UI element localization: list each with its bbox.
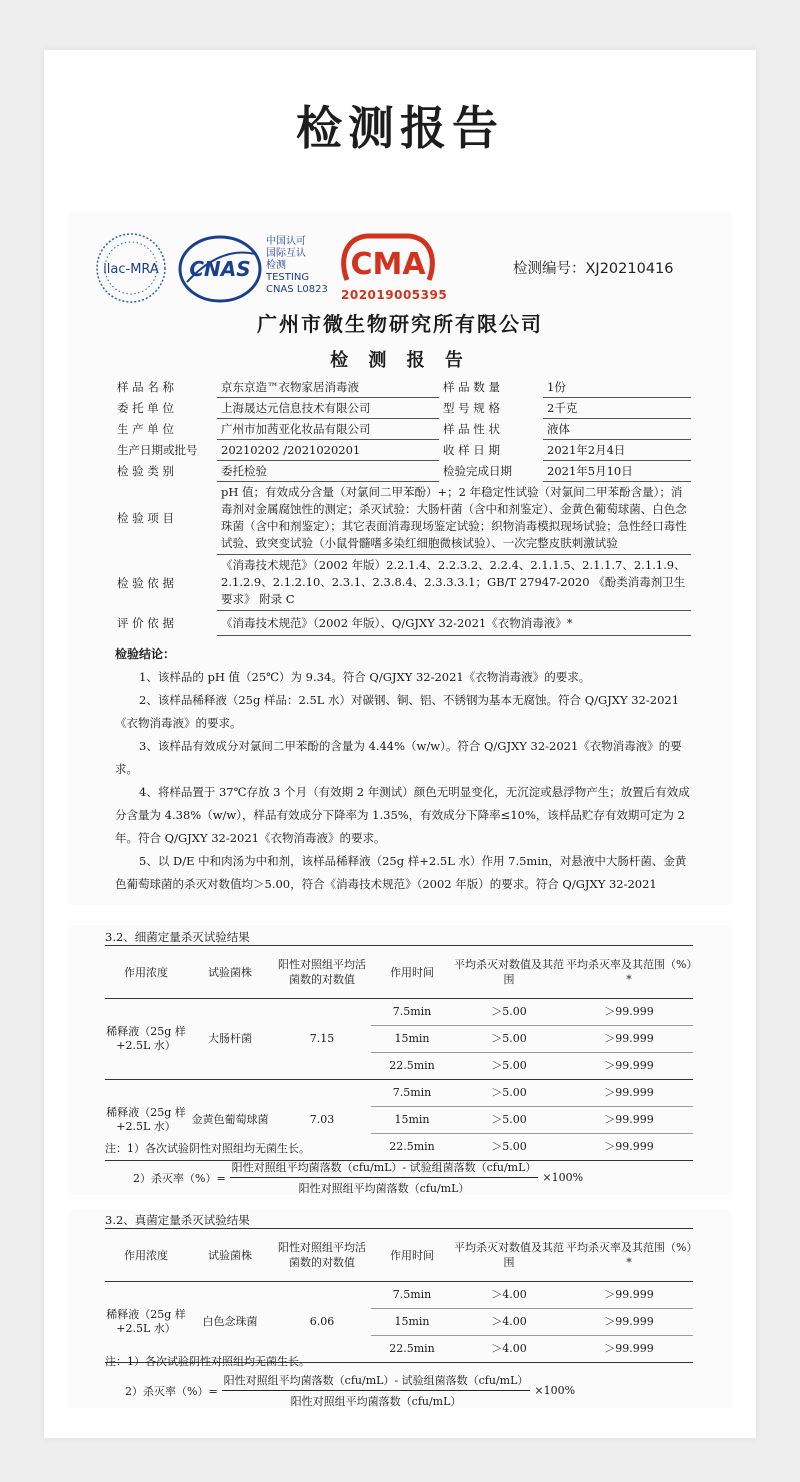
report-scan-fungi [69,1210,731,1408]
conclusion-item: 4、将样品置于 37℃存放 3 个月（有效期 2 年测试）颜色无明显变化，无沉淀或悬浮物产生；放置后有效成分含量为 4.38%（w/w），样品有效成分下降率为 1.35%，有效成分下降率≤10%，该样品贮存有效期可定为 2 年。符合 Q/GJXY 32-2021《衣物消毒液》的要求。 [115,785,690,845]
formula-prefix: 2）杀灭率（%）= [125,1384,218,1398]
ilac-text: ilac-MRA [103,262,159,277]
conclusion-heading: 检验结论： [115,647,176,661]
col-header: 试验菌株 [187,1229,273,1282]
label: 样 品 名 称 [117,380,174,395]
label: 检 验 类 别 [117,464,174,478]
received-date: 2021年2月4日 [543,440,691,461]
kill-log: ＞5.00 [453,1107,565,1134]
log-value: 7.15 [273,999,371,1080]
test-basis: 《消毒技术规范》（2002 年版）2.2.1.4、2.2.3.2、2.2.4、2.1.1.5、2.1.1.7、2.1.1.9、2.1.2.9、2.1.2.10、2.3.1、2.3.8.4、2.3.3.3.1；GB/T 27947-2020 《酚类消毒剂卫生要求》 附录 C [217,555,691,611]
report-scan-main [69,212,731,905]
table-note: 注：1）各次试验阴性对照组均无菌生长。 [105,1142,310,1155]
test-items: pH 值；有效成分含量（对氯间二甲苯酚）+；2 年稳定性试验（对氯间二甲苯酚含量）；消毒剂对金属腐蚀性的测定；杀灭试验：大肠杆菌（含中和剂鉴定）、金黄色葡萄球菌、白色念珠菌（含中和剂鉴定）；其它表面消毒现场鉴定试验；织物消毒模拟现场试验；急性经口毒性试验、致突变试验（小鼠骨髓嗜多染红细胞微核试验）、一次完整皮肤刺激试验 [217,482,691,555]
col-header: 作用时间 [371,946,453,999]
kill-rate: ＞99.999 [565,1053,693,1080]
log-value: 6.06 [273,1282,371,1363]
conclusion-item: 3、该样品有效成分对氯间二甲苯酚的含量为 4.44%（w/w）。符合 Q/GJXY 32-2021《衣物消毒液》的要求。 [115,739,682,776]
label: 型 号 规 格 [443,401,500,415]
sample-info-table [113,377,691,636]
kill-log: ＞5.00 [453,999,565,1026]
time: 22.5min [371,1053,453,1080]
label: 生产日期或批号 [117,443,198,457]
time: 15min [371,1026,453,1053]
conclusion-item: 5、以 D/E 中和肉汤为中和剂，该样品稀释液（25g 样+2.5L 水）作用 7.5min，对悬液中大肠杆菌、金黄色葡萄球菌的杀灭对数值均＞5.00，符合《消毒技术规范》（2002 年版）的要求。符合 Q/GJXY 32-2021 [115,854,687,891]
col-header: 平均杀灭率及其范围（%）* [565,1229,693,1282]
cma-text: CMA [350,247,426,282]
spec: 2千克 [543,398,691,419]
report-number: 检测编号：XJ20210416 [513,261,674,277]
concentration: 稀释液（25g 样+2.5L 水） [105,1282,187,1363]
concentration: 稀释液（25g 样+2.5L 水） [105,1080,187,1161]
col-header: 平均杀灭对数值及其范围 [453,1229,565,1282]
strain: 大肠杆菌 [187,999,273,1080]
kill-rate: ＞99.999 [565,1134,693,1161]
cnas-logo-icon [177,234,263,304]
col-header: 作用时间 [371,1229,453,1282]
label: 样 品 数 量 [443,380,500,395]
kill-rate: ＞99.999 [565,1309,693,1336]
table-row [105,999,693,1026]
time: 15min [371,1309,453,1336]
kill-rate: ＞99.999 [565,1080,693,1107]
time: 7.5min [371,999,453,1026]
kill-rate: ＞99.999 [565,1107,693,1134]
col-header: 试验菌株 [187,946,273,999]
table-note: 注：1）各次试验阴性对照组均无菌生长。 [105,1355,310,1368]
kill-log: ＞4.00 [453,1309,565,1336]
kill-log: ＞5.00 [453,1134,565,1161]
cma-number: 202019005395 [341,288,448,302]
kill-log: ＞5.00 [453,1053,565,1080]
label: 检验完成日期 [443,464,512,478]
organization-name: 广州市微生物研究所有限公司 [257,312,543,336]
kill-rate: ＞99.999 [565,999,693,1026]
finished-date: 2021年5月10日 [543,461,691,482]
kill-log: ＞4.00 [453,1336,565,1363]
kill-rate: ＞99.999 [565,1026,693,1053]
time: 7.5min [371,1080,453,1107]
time: 22.5min [371,1336,453,1363]
kill-rate: ＞99.999 [565,1282,693,1309]
sample-qty: 1份 [543,377,691,398]
fungi-table-title: 3.2、真菌定量杀灭试验结果 [105,1213,250,1227]
conclusion-item: 1、该样品的 pH 值（25℃）为 9.34。符合 Q/GJXY 32-2021《衣物消毒液》的要求。 [139,670,591,684]
test-type: 委托检验 [217,461,439,482]
col-header: 阳性对照组平均活菌数的对数值 [273,1229,371,1282]
time: 22.5min [371,1134,453,1161]
kill-log: ＞5.00 [453,1026,565,1053]
col-header: 阳性对照组平均活菌数的对数值 [273,946,371,999]
kill-log: ＞4.00 [453,1282,565,1309]
formula-suffix: ×100% [534,1384,576,1397]
cma-logo-icon [339,230,437,290]
col-header: 平均杀灭对数值及其范围 [453,946,565,999]
label: 检 验 项 目 [117,511,174,525]
bacteria-results-table [105,945,693,1161]
concentration: 稀释液（25g 样+2.5L 水） [105,999,187,1080]
formula-suffix: ×100% [542,1171,584,1184]
label: 样 品 性 状 [443,422,500,436]
kill-rate: ＞99.999 [565,1336,693,1363]
col-header: 作用浓度 [105,1229,187,1282]
page-title: 检测报告 [296,101,504,155]
evaluation-basis: 《消毒技术规范》（2002 年版）、Q/GJXY 32-2021《衣物消毒液》* [217,611,691,636]
strain: 白色念珠菌 [187,1282,273,1363]
label: 委 托 单 位 [117,401,174,415]
conclusion-item: 2、该样品稀释液（25g 样品：2.5L 水）对碳钢、铜、铝、不锈钢为基本无腐蚀。符合 Q/GJXY 32-2021《衣物消毒液》的要求。 [115,693,680,730]
batch: 20210202 /2021020201 [217,440,439,461]
label: 生 产 单 位 [117,422,174,436]
kill-rate-formula [133,1159,583,1195]
formula-numerator: 阳性对照组平均菌落数（cfu/mL）- 试验组菌落数（cfu/mL） [222,1372,531,1391]
col-header: 作用浓度 [105,946,187,999]
label: 评 价 依 据 [117,616,174,630]
fungi-results-table [105,1228,693,1363]
conclusion-text [115,666,693,896]
table-row [105,1080,693,1107]
time: 15min [371,1107,453,1134]
producer: 广州市加茜亚化妆品有限公司 [217,419,439,440]
report-scan-bacteria [69,925,731,1195]
label: 检 验 依 据 [117,575,174,590]
formula-denominator: 阳性对照组平均菌落数（cfu/mL） [298,1182,470,1195]
strain: 金黄色葡萄球菌 [187,1080,273,1161]
log-value: 7.03 [273,1080,371,1161]
formula-prefix: 2）杀灭率（%）= [133,1171,226,1185]
label: 收 样 日 期 [443,443,500,457]
formula-numerator: 阳性对照组平均菌落数（cfu/mL）- 试验组菌落数（cfu/mL） [230,1159,539,1178]
time: 7.5min [371,1282,453,1309]
table-row [105,1282,693,1309]
cnas-caption: 中国认可 国际互认 检测 TESTING CNAS L0823 [266,236,328,295]
bacteria-table-title: 3.2、细菌定量杀灭试验结果 [105,930,250,944]
kill-rate-formula [125,1372,575,1408]
cnas-text: CNAS [189,257,251,281]
ilac-mra-logo-icon [95,232,167,304]
col-header: 平均杀灭率及其范围（%）* [565,946,693,999]
formula-denominator: 阳性对照组平均菌落数（cfu/mL） [290,1395,462,1408]
sample-state: 液体 [543,419,691,440]
report-title: 检 测 报 告 [330,350,470,371]
client: 上海晟达元信息技术有限公司 [217,398,439,419]
sample-name: 京东京造™衣物家居消毒液 [217,377,439,398]
kill-log: ＞5.00 [453,1080,565,1107]
